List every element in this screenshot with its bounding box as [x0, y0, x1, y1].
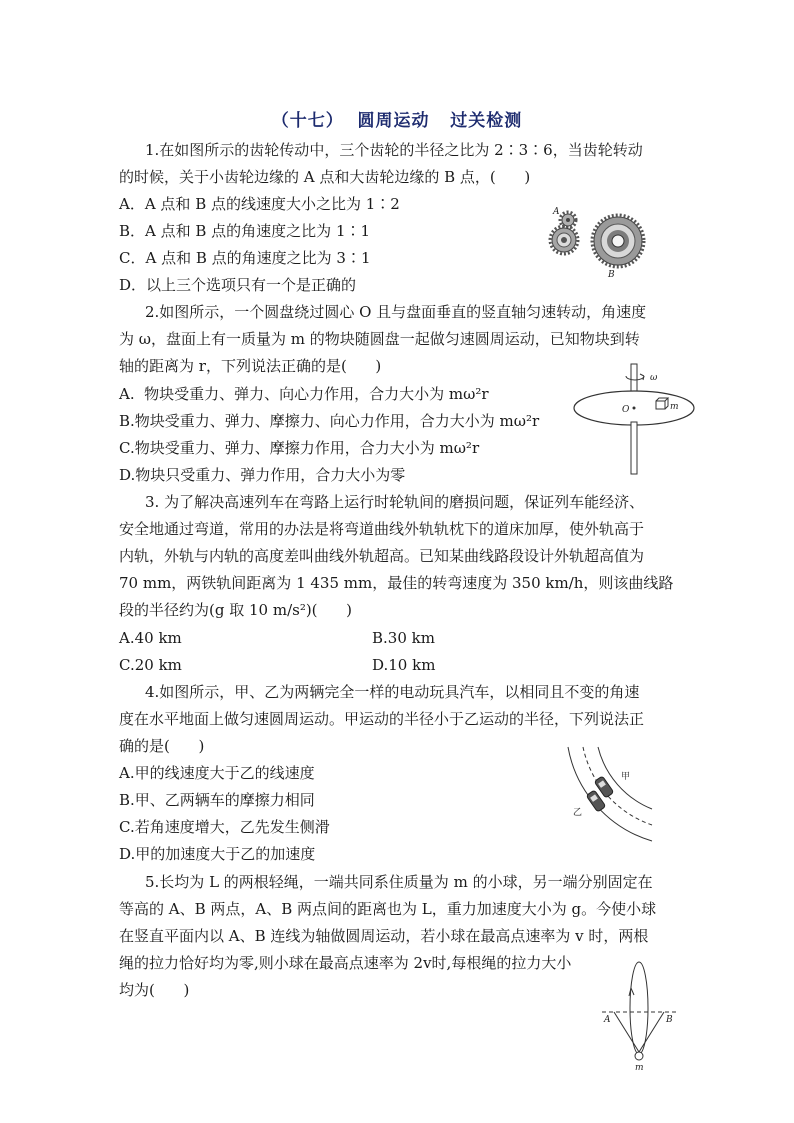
vertical-circle-icon: [598, 960, 680, 1072]
q4-stem-line-2: 度在水平地面上做匀速圆周运动。甲运动的半径小于乙运动的半径，下列说法正: [119, 710, 645, 728]
mass-m-label: m: [670, 402, 679, 412]
gear-diagram: [545, 200, 655, 280]
pivot-a-label: A: [604, 1015, 611, 1025]
pivot-b-label: B: [666, 1015, 673, 1025]
q2-option-c: C.物块受重力、弹力、摩擦力作用，合力大小为 mω²r: [119, 439, 480, 457]
q1-stem-line-1: 1.在如图所示的齿轮传动中，三个齿轮的半径之比为 2∶3∶6，当齿轮转动: [145, 141, 643, 159]
q4-stem-line-1: 4.如图所示，甲、乙为两辆完全一样的电动玩具汽车，以相同且不变的角速: [145, 683, 640, 701]
q1-stem-line-2: 的时候，关于小齿轮边缘的 A 点和大齿轮边缘的 B 点，( ): [119, 168, 531, 186]
car-jia-label: 甲: [621, 772, 631, 782]
car-yi-label: 乙: [573, 808, 583, 818]
q3-option-a: A.40 km: [119, 629, 182, 647]
q3-stem-line-5: 段的半径约为(g 取 10 m/s²)( ): [119, 601, 352, 619]
rotating-disk-icon: [570, 362, 700, 477]
center-o-label: O: [622, 405, 630, 415]
q1-option-d: D．以上三个选项只有一个是正确的: [119, 276, 357, 294]
toy-cars-track-diagram: [560, 745, 655, 845]
q1-option-a: A．A 点和 B 点的线速度大小之比为 1∶2: [119, 195, 400, 213]
q3-stem-line-4: 70 mm，两铁轨间距离为 1 435 mm，最佳的转弯速度为 350 km/h，则该曲线路: [119, 574, 674, 592]
q4-option-d: D.甲的加速度大于乙的加速度: [119, 845, 316, 863]
q1-option-c: C．A 点和 B 点的角速度之比为 3∶1: [119, 249, 371, 267]
gear-label-b: B: [608, 270, 615, 280]
q1-option-b: B．A 点和 B 点的角速度之比为 1∶1: [119, 222, 371, 240]
q2-option-b: B.物块受重力、弹力、摩擦力、向心力作用，合力大小为 mω²r: [119, 412, 540, 430]
q2-stem-line-1: 2.如图所示，一个圆盘绕过圆心 O 且与盘面垂直的竖直轴匀速转动，角速度: [145, 303, 647, 321]
q5-stem-line-1: 5.长均为 L 的两根轻绳，一端共同系住质量为 m 的小球，另一端分别固定在: [145, 873, 653, 891]
gear-label-a: A: [553, 207, 560, 217]
q3-option-b: B.30 km: [372, 629, 435, 647]
q3-stem-line-3: 内轨，外轨与内轨的高度差叫曲线外轨超高。已知某曲线路段设计外轨超高值为: [119, 547, 645, 565]
q5-stem-line-3: 在竖直平面内以 A、B 连线为轴做圆周运动，若小球在最高点速率为 v 时，两根: [119, 927, 649, 945]
page-title: （十七） 圆周运动 过关检测: [271, 111, 523, 131]
q4-option-c: C.若角速度增大，乙先发生侧滑: [119, 818, 330, 836]
q3-option-d: D.10 km: [372, 656, 436, 674]
q2-stem-line-3: 轴的距离为 r，下列说法正确的是( ): [119, 357, 382, 375]
q4-option-a: A.甲的线速度大于乙的线速度: [119, 764, 315, 782]
q5-stem-line-5: 均为( ): [119, 981, 190, 999]
q2-stem-line-2: 为 ω，盘面上有一质量为 m 的物块随圆盘一起做匀速圆周运动，已知物块到转: [119, 330, 640, 348]
q2-option-d: D.物块只受重力、弹力作用，合力大小为零: [119, 466, 406, 484]
curved-track-icon: [560, 745, 655, 845]
q5-stem-line-2: 等高的 A、B 两点，A、B 两点间的距离也为 L，重力加速度大小为 g。今使小球: [119, 900, 657, 918]
q3-stem-line-1: 3. 为了解决高速列车在弯路上运行时轮轨间的磨损问题，保证列车能经济、: [145, 493, 645, 511]
q5-stem-line-4: 绳的拉力恰好均为零,则小球在最高点速率为 2v时,每根绳的拉力大小: [119, 954, 572, 972]
q2-option-a: A. 物块受重力、弹力、向心力作用，合力大小为 mω²r: [119, 385, 489, 403]
ball-m-label: m: [635, 1063, 644, 1072]
q4-option-b: B.甲、乙两辆车的摩擦力相同: [119, 791, 315, 809]
gear-icon: [545, 200, 655, 280]
ball-on-strings-diagram: [598, 960, 680, 1072]
omega-label: ω: [650, 373, 658, 383]
rotating-disk-diagram: [570, 362, 700, 477]
q3-option-c: C.20 km: [119, 656, 182, 674]
q4-stem-line-3: 确的是( ): [119, 737, 205, 755]
q3-stem-line-2: 安全地通过弯道，常用的办法是将弯道曲线外轨轨枕下的道床加厚，使外轨高于: [119, 520, 645, 538]
